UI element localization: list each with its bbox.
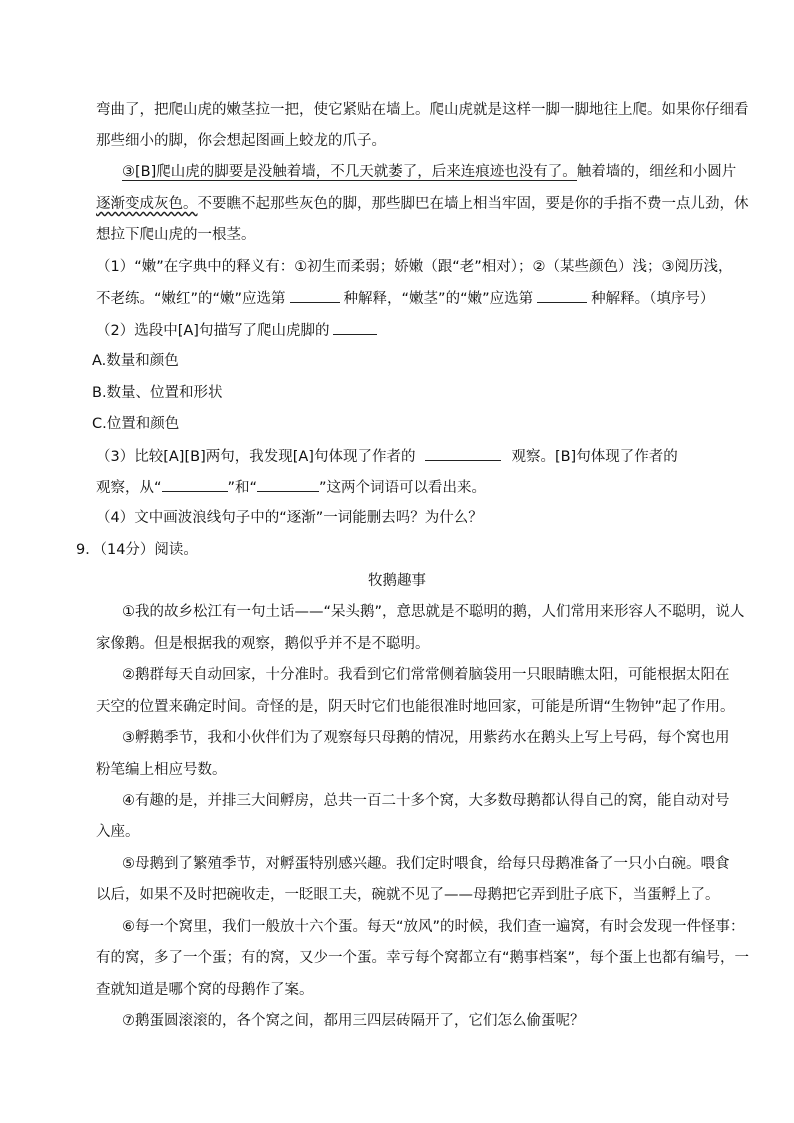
paragraph-text: 不要瞧不起那些灰色的脚，那些脚巴在墙上相当牢固，要是你的手指不费一点儿劲，休 (197, 196, 749, 212)
question-text: 观察。[B]句体现了作者的 (511, 449, 678, 465)
question-text: 不老练。“嫩红”的“嫩”应选第 (96, 291, 286, 307)
article-line: 粉笔编上相应号数。 (96, 762, 227, 778)
answer-blank[interactable] (162, 477, 228, 492)
sentence-b-underlined: ③[B]爬山虎的脚要是没触着墙，不几天就萎了，后来连痕迹也没有了。 (122, 164, 577, 180)
article-line: ⑥每一个窝里，我们一般放十六个蛋。每天“放风”的时候，我们查一遍窝，有时会发现一件怪事： (122, 919, 745, 935)
question-text: 种解释，“嫩茎”的“嫩”应选第 (343, 291, 534, 307)
question-text: （3）比较[A][B]两句，我发现[A]句体现了作者的 (96, 449, 416, 465)
question-3-line-1 (96, 446, 678, 467)
question-text: ”和“ (227, 480, 258, 496)
article-line: 家像鹅。但是根据我的观察，鹅似乎并不是不聪明。 (96, 636, 430, 652)
question-3-line-2 (96, 477, 486, 498)
passage-line: 弯曲了，把爬山虎的嫩茎拉一把，使它紧贴在墙上。爬山虎就是这样一脚一脚地往上爬。如果你仔细看 (96, 102, 749, 118)
option-c[interactable]: C.位置和颜色 (92, 416, 180, 432)
question-text: 种解释。（填序号） (591, 291, 715, 307)
question-1-line-1: （1）“嫩”在字典中的释义有：①初生而柔弱；娇嫩（跟“老”相对）；②（某些颜色）浅；③阅历浅， (96, 259, 733, 275)
question-text: 观察，从“ (96, 480, 162, 496)
answer-blank[interactable] (425, 446, 501, 461)
question-9-header: 9．（14分）阅读。 (76, 542, 198, 558)
option-b[interactable]: B.数量、位置和形状 (92, 385, 223, 401)
paragraph-3-line (96, 194, 749, 214)
article-line: 查就知道是哪个窝的母鹅作了案。 (96, 982, 314, 998)
article-line: ⑤母鹅到了繁殖季节，对孵蛋特别感兴趣。我们定时喂食，给每只母鹅准备了一只小白碗。喂食 (122, 856, 730, 872)
question-text: （2）选段中[A]句描写了爬山虎脚的 (96, 323, 330, 339)
question-1-line-2 (96, 288, 714, 309)
answer-blank[interactable] (333, 320, 377, 335)
passage-line: 那些细小的脚，你会想起图画上蛟龙的爪子。 (96, 133, 386, 149)
option-a[interactable]: A.数量和颜色 (92, 353, 179, 369)
article-line: ⑦鹅蛋圆滚滚的，各个窝之间，都用三四层砖隔开了，它们怎么偷蛋呢？ (122, 1013, 585, 1029)
article-line: ②鹅群每天自动回家，十分准时。我看到它们常常侧着脑袋用一只眼睛瞧太阳，可能根据太阳在 (122, 667, 730, 683)
article-line: 以后，如果不及时把碗收走，一眨眼工夫，碗就不见了——母鹅把它弄到肚子底下，当蛋孵上了。 (96, 887, 720, 903)
question-4: （4）文中画波浪线句子中的“逐渐”一词能删去吗？为什么？ (96, 510, 483, 526)
article-line: ④有趣的是，并排三大间孵房，总共一百二十多个窝，大多数母鹅都认得自己的窝，能自动对号 (122, 793, 730, 809)
question-text: ”这两个词语可以看出来。 (319, 480, 487, 496)
question-2 (96, 320, 381, 341)
answer-blank[interactable] (290, 288, 340, 303)
article-line: 有的窝，多了一个蛋；有的窝，又少一个蛋。幸亏每个窝都立有“鹅事档案”，每个蛋上也都有编号，一 (96, 950, 750, 966)
answer-blank[interactable] (257, 477, 319, 492)
passage-line: 想拉下爬山虎的一根茎。 (96, 227, 256, 243)
article-line: ③孵鹅季节，我和小伙伴们为了观察每只母鹅的情况，用紫药水在鹅头上写上号码，每个窝也用 (122, 730, 730, 746)
paragraph-3-line (122, 162, 736, 182)
article-line: ①我的故乡松江有一句土话——“呆头鹅”，意思就是不聪明的鹅，人们常用来形容人不聪明，说人 (122, 604, 745, 620)
paragraph-text: 触着墙的，细丝和小圆片 (576, 164, 737, 180)
article-line: 入座。 (96, 824, 140, 840)
article-title: 牧鹅趣事 (368, 573, 426, 589)
wavy-underlined-text: 逐渐变成灰色。 (96, 196, 198, 212)
answer-blank[interactable] (537, 288, 587, 303)
article-line: 天空的位置来确定时间。奇怪的是，阴天时它们也能很准时地回家，可能是所谓“生物钟”起了作用。 (96, 699, 735, 715)
